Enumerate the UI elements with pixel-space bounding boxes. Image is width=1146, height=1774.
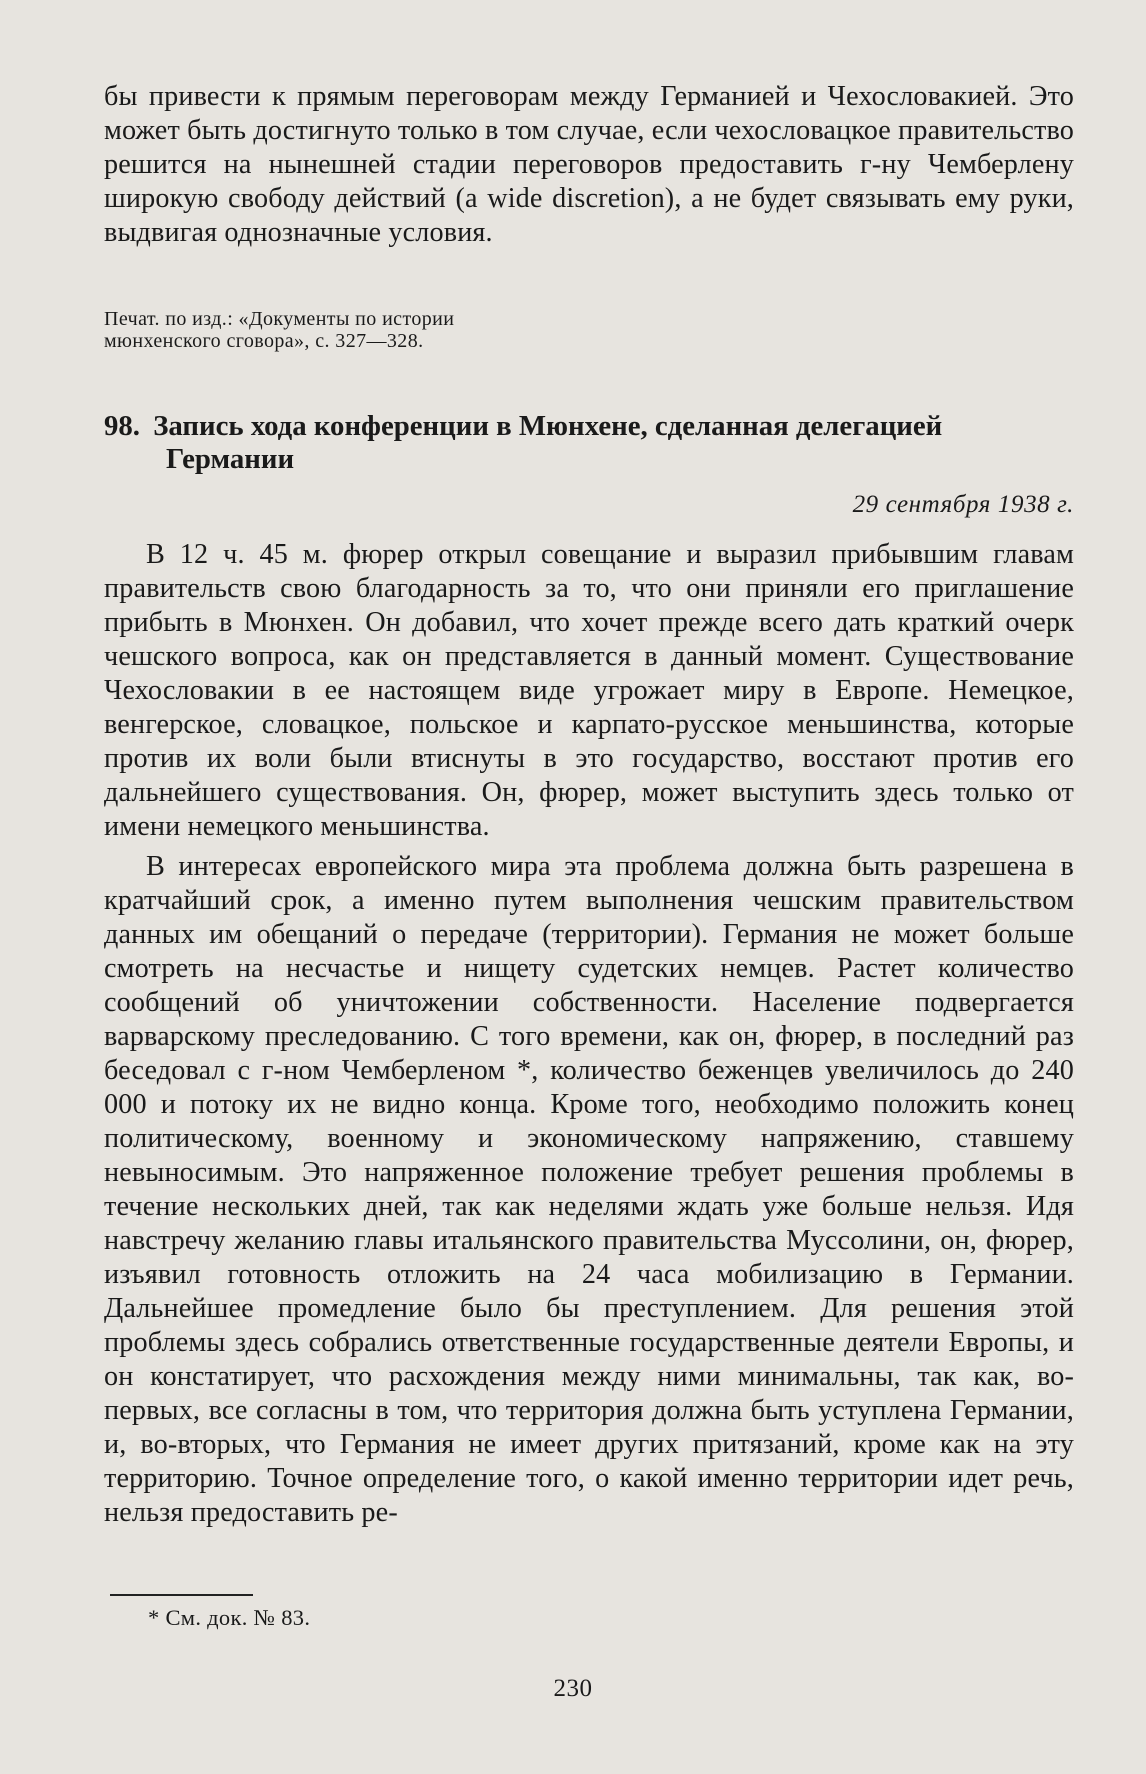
section-number: 98. bbox=[104, 410, 140, 442]
document-date: 29 сентября 1938 г. bbox=[852, 491, 1074, 518]
source-note-line-1: Печат. по изд.: «Документы по истории bbox=[104, 308, 455, 330]
source-note bbox=[104, 308, 1074, 352]
section-title-line-2: Германии bbox=[166, 443, 295, 475]
footnote-divider bbox=[110, 1594, 253, 1596]
footnote: * См. док. № 83. bbox=[148, 1605, 311, 1630]
source-note-line-2: мюнхенского сговора», с. 327—328. bbox=[104, 330, 424, 352]
paragraph: В 12 ч. 45 м. фюрер открыл совещание и выразил прибывшим главам правительств свою благодарность за то, что они приняли его приглашение прибыть в Мюнхен. Он добавил, что хочет прежде всего дать краткий очерк чешского вопроса, как он представляется в данный момент. Существование Чехословакии в ее настоящем виде угрожает миру в Европе. Немецкое, венгерское, словацкое, польское и карпато-русское меньшинства, которые против их воли были втиснуты в это государство, восстают против его дальнейшего существования. Он, фюрер, может выступить здесь только от имени немецкого меньшинства. bbox=[104, 539, 1074, 842]
paragraph: В интересах европейского мира эта проблема должна быть разрешена в кратчайший срок, а именно путем выполнения чешским правительством данных им обещаний о передаче (территории). Германия не может больше смотреть на несчастье и нищету судетских немцев. Растет количество сообщений об уничтожении собственности. Население подвергается варварскому преследованию. С того времени, как он, фюрер, в последний раз беседовал с г-ном Чемберленом *, количество беженцев увеличилось до 240 000 и потоку их не видно конца. Кроме того, необходимо положить конец политическому, военному и экономическому напряжению, ставшему невыносимым. Это напряженное положение требует решения проблемы в течение нескольких дней, так как неделями ждать уже больше нельзя. Идя навстречу желанию главы итальянского правительства Муссолини, он, фюрер, изъявил готовность отложить на 24 часа мобилизацию в Германии. Дальнейшее промедление было бы преступлением. Для решения этой проблемы здесь собрались ответственные государственные деятели Европы, и он констатирует, что расхождения между ними минимальны, так как, во-первых, все согласны в том, что территория должна быть уступлена Германии, и, во-вторых, что Германия не имеет других притязаний, кроме как на эту территорию. Точное определение того, о какой именно территории идет речь, нельзя предоставить ре- bbox=[104, 851, 1074, 1528]
section-heading-line-1 bbox=[104, 410, 1074, 443]
section-heading bbox=[104, 410, 1074, 476]
main-text bbox=[104, 538, 1074, 1530]
section-title-line-1: Запись хода конференции в Мюнхене, сделанная делегацией bbox=[153, 410, 943, 442]
opening-paragraph: бы привести к прямым переговорам между Германией и Чехословакией. Это может быть достигнуто только в том случае, если чехословацкое правительство решится на нынешней стадии переговоров предоставить г-ну Чемберлену широкую свободу действий (a wide discretion), а не будет связывать ему руки, выдвигая однозначные условия. bbox=[104, 81, 1074, 248]
page-number: 230 bbox=[553, 1675, 593, 1702]
